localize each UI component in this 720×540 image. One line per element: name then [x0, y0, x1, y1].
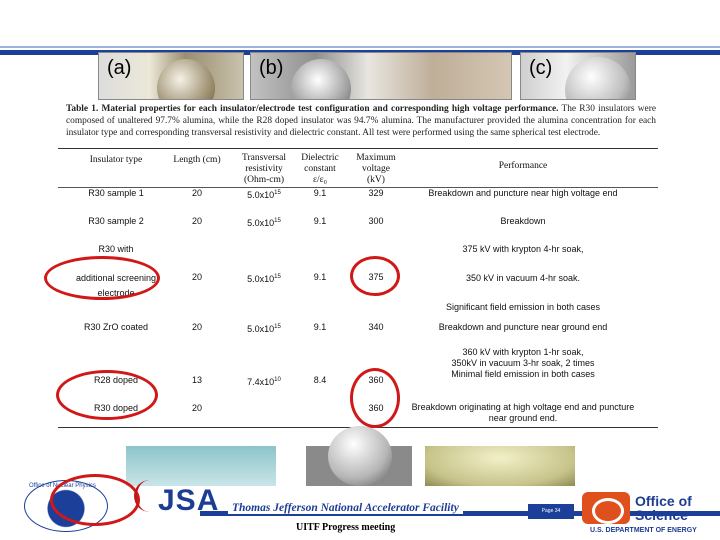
cell-performance	[408, 402, 638, 424]
header-line: (kV)	[367, 175, 385, 185]
header-resistivity	[230, 153, 298, 186]
header-performance: Performance	[498, 161, 548, 171]
resistivity-exp: 15	[274, 190, 281, 196]
header-line: Dielectric	[301, 153, 339, 163]
header-line: constant	[304, 164, 336, 174]
cell-resistivity	[230, 187, 298, 201]
cell-length: 13	[191, 375, 202, 385]
jsa-logo: JSA	[158, 484, 220, 517]
header-line: Maximum	[356, 153, 396, 163]
cell-line: electrode	[97, 288, 135, 298]
cell-length: 20	[191, 188, 202, 198]
photo-b	[250, 52, 512, 100]
office-of-science-text	[635, 494, 692, 522]
cell-performance: Breakdown and puncture near high voltage end	[428, 188, 618, 198]
cell-resistivity	[230, 321, 298, 335]
cell-performance	[408, 347, 638, 380]
header-line: voltage	[362, 164, 390, 174]
cell-voltage: 300	[368, 216, 384, 226]
cell-performance	[408, 242, 638, 315]
cell-dielectric: 9.1	[313, 188, 327, 198]
cell-line: R30 with	[98, 244, 134, 254]
resistivity-exp: 15	[274, 274, 281, 280]
table-caption	[66, 103, 656, 139]
cell-voltage: 340	[368, 322, 384, 332]
cell-voltage: 329	[368, 188, 384, 198]
cell-resistivity	[230, 374, 298, 388]
resistivity-base: 5.0x10	[247, 190, 275, 200]
cell-resistivity	[230, 215, 298, 229]
cell-type: R28 doped	[93, 375, 139, 385]
cell-type: R30 doped	[93, 403, 139, 413]
label-a: (a)	[107, 57, 132, 79]
cell-line: Minimal field emission in both cases	[451, 369, 595, 379]
annotation-ellipse-screening	[44, 256, 160, 300]
cell-voltage: 375	[368, 272, 384, 282]
table-header	[58, 149, 658, 188]
annotation-ellipse-375	[350, 256, 400, 296]
cell-voltage: 360	[368, 403, 384, 413]
doe-text: U.S. DEPARTMENT OF ENERGY	[590, 527, 697, 534]
resistivity-exp: 15	[274, 324, 281, 330]
header-voltage	[348, 153, 404, 186]
header-length: Length (cm)	[173, 155, 221, 165]
cell-type: R30 sample 2	[88, 216, 144, 226]
cell-length: 20	[191, 322, 202, 332]
caption-text: The R30 insulators were composed of unaltered 97.7% alumina, while the R28 doped insulator was 94.7% alumina. The manufacturer provided the alumina concentration for each insulator type and corresponding transversal resistivity and dielectric constant. All test were performed using the same spherical test electrode.	[66, 104, 656, 138]
resistivity-base: 5.0x10	[247, 324, 275, 334]
resistivity-base: 5.0x10	[247, 218, 275, 228]
cell-type: R30 sample 1	[88, 188, 144, 198]
resistivity-exp: 10	[274, 377, 281, 383]
annotation-ellipse-doped	[56, 370, 158, 420]
office-line-2: Science	[635, 507, 688, 523]
cell-line: Significant field emission in both cases	[445, 302, 601, 312]
header-line: Transversal	[242, 153, 286, 163]
photo-a	[98, 52, 244, 100]
resistivity-base: 5.0x10	[247, 274, 275, 284]
electrode-sphere	[328, 426, 392, 486]
header-type: Insulator type	[89, 155, 143, 165]
page-number: Page 34	[528, 504, 574, 519]
header-line: (Ohm-cm)	[243, 175, 285, 185]
cell-resistivity	[230, 271, 298, 285]
jsa-swoosh-icon	[134, 480, 165, 512]
cell-performance: Breakdown	[500, 216, 546, 226]
cell-voltage: 360	[368, 375, 384, 385]
np-logo-text: Office of Nuclear Physics	[29, 483, 96, 489]
annotation-ellipse-logo	[50, 474, 140, 526]
cell-length: 20	[191, 272, 202, 282]
cell-length: 20	[191, 403, 202, 413]
cell-dielectric: 9.1	[313, 216, 327, 226]
footer-subtitle: UITF Progress meeting	[296, 522, 396, 533]
cell-line: 350kV in vacuum 3-hr soak, 2 times	[451, 358, 595, 368]
cell-length: 20	[191, 216, 202, 226]
cell-line: 350 kV in vacuum 4-hr soak.	[465, 273, 581, 283]
cell-type: R30 ZrO coated	[83, 322, 149, 332]
resistivity-exp: 15	[274, 218, 281, 224]
electrode-sphere	[565, 57, 631, 100]
electrode-sphere	[157, 59, 215, 100]
cell-performance: Breakdown and puncture near ground end	[438, 322, 608, 332]
resistivity-base: 7.4x10	[247, 377, 275, 387]
cell-dielectric: 9.1	[313, 322, 327, 332]
annotation-ellipse-360	[350, 368, 400, 428]
office-of-science-logo	[582, 492, 630, 524]
caption-title: Table 1. Material properties for each insulator/electrode test configuration and corresponding high voltage performance.	[66, 104, 559, 114]
photo-bottom-3	[425, 446, 575, 486]
cell-line: 360 kV with krypton 1-hr soak,	[462, 347, 584, 357]
cell-line: Breakdown originating at high voltage end and puncture	[411, 402, 635, 412]
photo-c	[520, 52, 636, 100]
cell-line: near ground end.	[488, 413, 558, 423]
cell-dielectric: 9.1	[313, 272, 327, 282]
footer-title: Thomas Jefferson National Accelerator Facility	[228, 502, 463, 514]
electrode-sphere	[291, 59, 351, 100]
header-accent-line	[0, 46, 720, 48]
header-line: resistivity	[245, 164, 283, 174]
photo-bottom-2	[306, 446, 412, 486]
label-c: (c)	[529, 57, 553, 79]
header-dielectric	[292, 153, 348, 186]
cell-dielectric: 8.4	[313, 375, 327, 385]
science-swirl-icon	[592, 498, 624, 524]
cell-line: additional screening	[75, 273, 157, 283]
office-line-1: Office of	[635, 493, 692, 509]
label-b: (b)	[259, 57, 284, 79]
cell-line: 375 kV with krypton 4-hr soak,	[462, 244, 584, 254]
header-line: ε/ε₀	[313, 175, 327, 185]
